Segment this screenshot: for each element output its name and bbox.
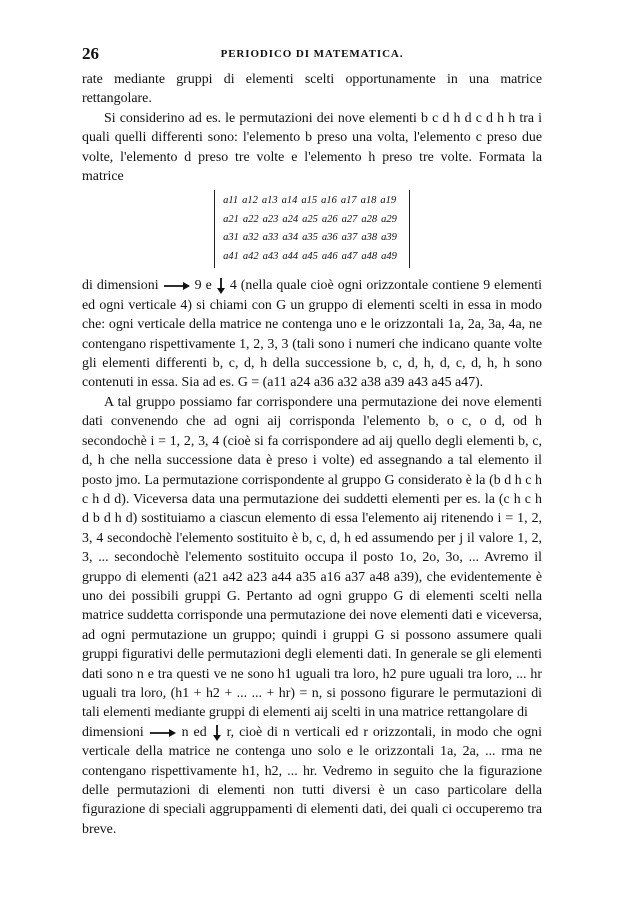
matrix-cell: a26: [321, 213, 338, 225]
matrix-cell: a34: [282, 232, 299, 244]
matrix-cell: a47: [341, 250, 358, 262]
matrix-cell: a32: [242, 232, 259, 244]
vertical-arrow-icon: [212, 724, 222, 742]
matrix-cell: a24: [282, 213, 299, 225]
dimensions-label-2: dimensioni: [82, 724, 144, 740]
horizontal-arrow-icon: [163, 281, 191, 291]
matrix-cell: a18: [360, 195, 377, 207]
element-matrix: [214, 190, 410, 268]
paragraph-4: A tal gruppo possiamo far corrispondere una permutazione dei nove elementi dati convenendo che ad ogni aij corrisponda l'elemento b, o c, o d, od h secondochè i = 1, 2, 3, 4 (cioè si fa corrispondere ad aij quello degli elementi b, c, d, h che nella successione data è preso i volte) ed assegnando a tal elemento il posto jmo. La permutazione corrispondente al gruppo G considerato è la (b d h c h c h d d). Viceversa data una permutazione dei suddetti elementi per es. la (c h c h d b d h d) sostituiamo a ciascun elemento di essa l'elemento aij ritenendo i = 1, 2, 3, 4 secondochè l'elemento sostituito è b, c, d, h ed assumendo per j il valore 1, 2, 3, ... secondochè l'elemento sostituito occupa il posto 1o, 2o, 3o, ... Avremo il gruppo di elementi (a21 a42 a23 a44 a35 a16 a37 a48 a39), che evidentemente è uno dei possibili gruppi G. Pertanto ad ogni gruppo G di elementi scelti nella matrice suddetta corrisponde una permutazione dei nove elementi dati e viceversa, ad ogni permutazione un gruppo; quindi i gruppi G si possono assumere quali gruppi figurativi delle permutazioni degli elementi dati. In generale se gli elementi dati sono n e tra questi ve ne sono h1 uguali tra loro, h2 pure uguali tra loro, ... hr uguali tra loro, (h1 + h2 + ... ... + hr) = n, si possono figurare le permutazioni di tali elementi mediante gruppi di elementi aij scelti in una matrice rettangolare di: [82, 394, 542, 721]
matrix-cell: a46: [321, 250, 338, 262]
paragraph-3: [82, 276, 542, 392]
matrix-cell: a43: [262, 250, 279, 262]
matrix-cell: a25: [302, 213, 318, 225]
matrix-row: [223, 229, 401, 248]
matrix-cell: a13: [261, 195, 278, 207]
matrix-cell: a16: [321, 195, 337, 207]
matrix-cell: a31: [223, 232, 239, 244]
matrix-cell: a44: [282, 250, 299, 262]
matrix-cell: a19: [380, 195, 397, 207]
paragraph-5: [82, 723, 542, 839]
page-number: 26: [82, 44, 99, 63]
dimensions-label: di dimensioni: [82, 278, 159, 294]
matrix-cell: a33: [262, 232, 279, 244]
matrix-block: [82, 190, 542, 270]
matrix-cell: a28: [361, 213, 378, 225]
matrix-cell: a21: [223, 213, 239, 225]
matrix-cell: a27: [341, 213, 358, 225]
vertical-arrow-icon: [216, 277, 226, 295]
matrix-cell: a41: [223, 250, 239, 262]
matrix-cell: a17: [340, 195, 357, 207]
matrix-cell: a15: [301, 195, 318, 207]
matrix-cell: a39: [381, 232, 397, 244]
running-title: PERIODICO DI MATEMATICA.: [220, 48, 404, 60]
matrix-row: [223, 248, 401, 267]
matrix-row: [223, 211, 401, 230]
matrix-cell: a36: [321, 232, 338, 244]
page-body: [82, 70, 542, 839]
paragraph-2: Si considerino ad es. le permutazioni dei nove elementi b c d h d c d h h tra i quali quelli differenti sono: l'elemento b preso una volta, l'elemento c preso due volte, l'elemento d preso tre volte e l'elemento h preso tre volte. Formata la matrice: [82, 110, 542, 185]
paragraph-3-text: 4 (nella quale cioè ogni orizzontale contiene 9 elementi ed ogni verticale 4) si chiami con G un gruppo di elementi scelti in essa in modo che: ogni verticale della matrice ne contenga uno e le orizzontali 1a, 2a, 3a, 4a, ne contengano rispettivamente 1, 2, 3, 3 (tali sono i numeri che indicano quante volte gli elementi differenti b, c, d, h della successione b, c, d, h, d, c, d, h, h sono contenuti in essa. Sia ad es. G = (a11 a24 a36 a32 a38 a39 a43 a45 a47).: [82, 278, 542, 391]
page-header: [82, 44, 542, 66]
matrix-cell: a14: [281, 195, 298, 207]
paragraph-5-text: r, cioè di n verticali ed r orizzontali, in modo che ogni verticale della matrice ne contenga uno solo e le orizzontali 1a, 2a, ... rma ne contengano rispettivamente h1, h2, ... hr. Vedremo in seguito che la figurazione delle permutazioni di elementi non tutti diversi è un caso particolare della figurazione di speciali aggruppamenti di elementi dati, dei quali ci occuperemo tra breve.: [82, 724, 542, 837]
matrix-cell: a45: [302, 250, 318, 262]
matrix-cell: a35: [302, 232, 318, 244]
matrix-cell: a42: [242, 250, 259, 262]
matrix-cell: a37: [341, 232, 358, 244]
dimension-columns: 9 e: [194, 278, 212, 294]
matrix-row: [223, 192, 401, 211]
matrix-cell: a22: [242, 213, 259, 225]
horizontal-arrow-icon: [149, 728, 177, 738]
matrix-cell: a23: [262, 213, 279, 225]
matrix-cell: a49: [381, 250, 397, 262]
matrix-cell: a38: [361, 232, 378, 244]
paragraph-1: rate mediante gruppi di elementi scelti opportunamente in una matrice rettangolare.: [82, 72, 542, 107]
matrix-cell: a29: [381, 213, 397, 225]
matrix-cell: a11: [223, 195, 239, 207]
dimension-n: n ed: [181, 724, 207, 740]
matrix-cell: a48: [361, 250, 378, 262]
matrix-cell: a12: [242, 195, 258, 207]
